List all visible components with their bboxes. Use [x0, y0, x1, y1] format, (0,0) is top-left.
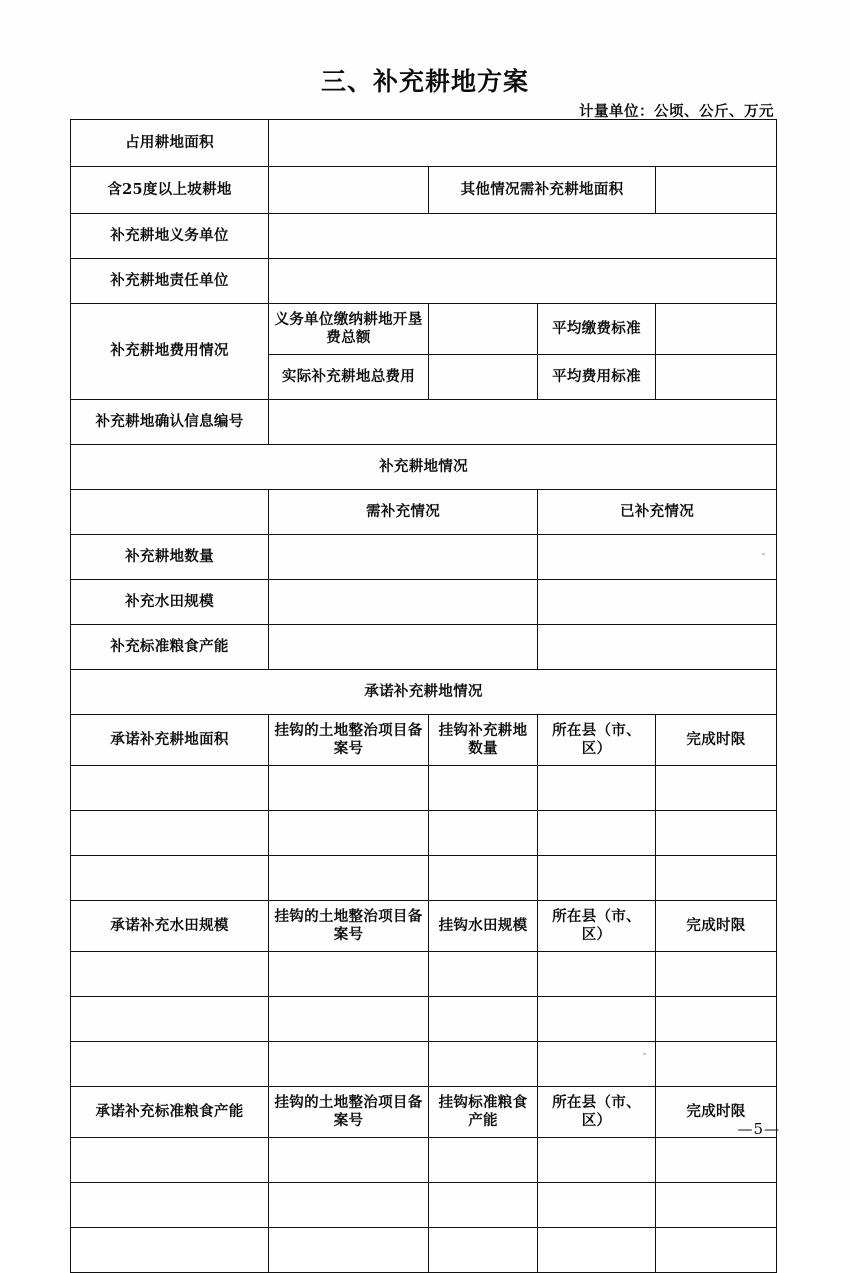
cell-promised-paddy-1[interactable] [71, 952, 269, 997]
cell-linked-project-code-3-2[interactable] [269, 1183, 429, 1228]
cell-deadline-3-2[interactable] [656, 1183, 777, 1228]
cell-promised-paddy-2[interactable] [71, 997, 269, 1042]
value-actual-total-cost[interactable] [429, 355, 538, 400]
value-average-cost-standard[interactable] [656, 355, 777, 400]
cell-linked-project-code-3-3[interactable] [269, 1228, 429, 1273]
column-header-linked-paddy-scale: 挂钩水田规模 [429, 901, 538, 952]
cell-linked-grain-capacity-1[interactable] [429, 1138, 538, 1183]
cell-promised-area-1[interactable] [71, 766, 269, 811]
cell-county-1-3[interactable] [538, 856, 656, 901]
label-average-cost-standard: 平均费用标准 [538, 355, 656, 400]
cell-deadline-1-2[interactable] [656, 811, 777, 856]
cell-linked-grain-capacity-3[interactable] [429, 1228, 538, 1273]
cell-promised-capacity-3[interactable] [71, 1228, 269, 1273]
column-header-promised-paddy: 承诺补充水田规模 [71, 901, 269, 952]
section-header-promised-supplement: 承诺补充耕地情况 [71, 670, 777, 715]
cell-county-1-1[interactable] [538, 766, 656, 811]
label-confirmation-code: 补充耕地确认信息编号 [71, 400, 269, 445]
cell-linked-grain-capacity-2[interactable] [429, 1183, 538, 1228]
table-row [71, 400, 777, 445]
section-header-supplement-status: 补充耕地情况 [71, 445, 777, 490]
value-standard-grain-capacity-need[interactable] [269, 625, 538, 670]
cell-linked-project-code-1-1[interactable] [269, 766, 429, 811]
cell-county-2-2[interactable] [538, 997, 656, 1042]
cell-linked-paddy-scale-1[interactable] [429, 952, 538, 997]
label-occupied-farmland-area: 占用耕地面积 [71, 120, 269, 167]
supplementary-farmland-form [70, 119, 777, 1273]
table-row [71, 856, 777, 901]
value-confirmation-code[interactable] [269, 400, 777, 445]
table-row [71, 1087, 777, 1138]
column-header-promised-area: 承诺补充耕地面积 [71, 715, 269, 766]
label-reclamation-fee-total: 义务单位缴纳耕地开垦费总额 [269, 304, 429, 355]
value-average-payment-standard[interactable] [656, 304, 777, 355]
cell-linked-quantity-3[interactable] [429, 856, 538, 901]
table-row [71, 952, 777, 997]
cell-linked-project-code-2-2[interactable] [269, 997, 429, 1042]
column-header-linked-project-code-1: 挂钩的土地整治项目备案号 [269, 715, 429, 766]
cell-linked-quantity-1[interactable] [429, 766, 538, 811]
table-row [71, 766, 777, 811]
label-paddy-field-scale: 补充水田规模 [71, 580, 269, 625]
table-row [71, 490, 777, 535]
column-header-linked-project-code-3: 挂钩的土地整治项目备案号 [269, 1087, 429, 1138]
table-row [71, 214, 777, 259]
cell-promised-paddy-3[interactable] [71, 1042, 269, 1087]
page-number: —5— [737, 1120, 780, 1138]
cell-linked-project-code-1-3[interactable] [269, 856, 429, 901]
cell-county-3-3[interactable] [538, 1228, 656, 1273]
value-occupied-farmland-area[interactable] [269, 120, 777, 167]
scan-artifact [643, 1053, 646, 1055]
table-row [71, 811, 777, 856]
cell-county-2-1[interactable] [538, 952, 656, 997]
table-row [71, 670, 777, 715]
cell-promised-area-3[interactable] [71, 856, 269, 901]
table-row [71, 625, 777, 670]
cell-deadline-2-3[interactable] [656, 1042, 777, 1087]
value-supplement-quantity-need[interactable] [269, 535, 538, 580]
column-header-linked-grain-capacity: 挂钩标准粮食产能 [429, 1087, 538, 1138]
column-header-linked-quantity: 挂钩补充耕地数量 [429, 715, 538, 766]
table-row [71, 535, 777, 580]
column-header-already-supplemented: 已补充情况 [538, 490, 777, 535]
value-paddy-field-scale-need[interactable] [269, 580, 538, 625]
value-paddy-field-scale-done[interactable] [538, 580, 777, 625]
cell-linked-project-code-3-1[interactable] [269, 1138, 429, 1183]
cell-linked-quantity-2[interactable] [429, 811, 538, 856]
column-header-need-supplement: 需补充情况 [269, 490, 538, 535]
cell-county-3-1[interactable] [538, 1138, 656, 1183]
scan-artifact [762, 553, 765, 555]
value-obligation-unit[interactable] [269, 214, 777, 259]
value-supplement-quantity-done[interactable] [538, 535, 777, 580]
measurement-unit-note: 计量单位：公顷、公斤、万元 [579, 103, 774, 120]
label-other-supplement-area: 其他情况需补充耕地面积 [429, 167, 656, 214]
cell-linked-paddy-scale-2[interactable] [429, 997, 538, 1042]
column-header-promised-capacity: 承诺补充标准粮食产能 [71, 1087, 269, 1138]
cell-promised-capacity-2[interactable] [71, 1183, 269, 1228]
cell-county-2-3[interactable] [538, 1042, 656, 1087]
value-other-supplement-area[interactable] [656, 167, 777, 214]
column-header-linked-project-code-2: 挂钩的土地整治项目备案号 [269, 901, 429, 952]
table-row [71, 120, 777, 167]
cell-county-1-2[interactable] [538, 811, 656, 856]
table-row [71, 304, 777, 355]
table-row [71, 715, 777, 766]
cell-deadline-2-1[interactable] [656, 952, 777, 997]
cell-deadline-3-1[interactable] [656, 1138, 777, 1183]
value-responsible-unit[interactable] [269, 259, 777, 304]
table-row [71, 997, 777, 1042]
table-row [71, 901, 777, 952]
cell-linked-paddy-scale-3[interactable] [429, 1042, 538, 1087]
table-row [71, 580, 777, 625]
table-row [71, 259, 777, 304]
column-header-deadline-1: 完成时限 [656, 715, 777, 766]
cell-linked-project-code-2-3[interactable] [269, 1042, 429, 1087]
label-standard-grain-capacity: 补充标准粮食产能 [71, 625, 269, 670]
cell-linked-project-code-1-2[interactable] [269, 811, 429, 856]
table-row [71, 1228, 777, 1273]
column-header-county-1: 所在县（市、区） [538, 715, 656, 766]
supplement-status-corner-cell [71, 490, 269, 535]
label-responsible-unit: 补充耕地责任单位 [71, 259, 269, 304]
table-row [71, 1183, 777, 1228]
cell-county-3-2[interactable] [538, 1183, 656, 1228]
column-header-county-3: 所在县（市、区） [538, 1087, 656, 1138]
label-slope-farmland: 含25度以上坡耕地 [71, 167, 269, 214]
cell-deadline-1-3[interactable] [656, 856, 777, 901]
value-standard-grain-capacity-done[interactable] [538, 625, 777, 670]
label-supplement-quantity: 补充耕地数量 [71, 535, 269, 580]
value-slope-farmland[interactable] [269, 167, 429, 214]
table-row [71, 1138, 777, 1183]
label-actual-total-cost: 实际补充耕地总费用 [269, 355, 429, 400]
table-row [71, 167, 777, 214]
cell-promised-capacity-1[interactable] [71, 1138, 269, 1183]
page-title: 三、补充耕地方案 [320, 67, 529, 96]
table-row [71, 445, 777, 490]
column-header-county-2: 所在县（市、区） [538, 901, 656, 952]
cell-linked-project-code-2-1[interactable] [269, 952, 429, 997]
label-average-payment-standard: 平均缴费标准 [538, 304, 656, 355]
label-fee-section: 补充耕地费用情况 [71, 304, 269, 400]
table-row [71, 1042, 777, 1087]
column-header-deadline-2: 完成时限 [656, 901, 777, 952]
value-reclamation-fee-total[interactable] [429, 304, 538, 355]
cell-deadline-2-2[interactable] [656, 997, 777, 1042]
column-header-deadline-3: 完成时限 [656, 1087, 777, 1138]
cell-deadline-3-3[interactable] [656, 1228, 777, 1273]
label-obligation-unit: 补充耕地义务单位 [71, 214, 269, 259]
cell-deadline-1-1[interactable] [656, 766, 777, 811]
cell-promised-area-2[interactable] [71, 811, 269, 856]
